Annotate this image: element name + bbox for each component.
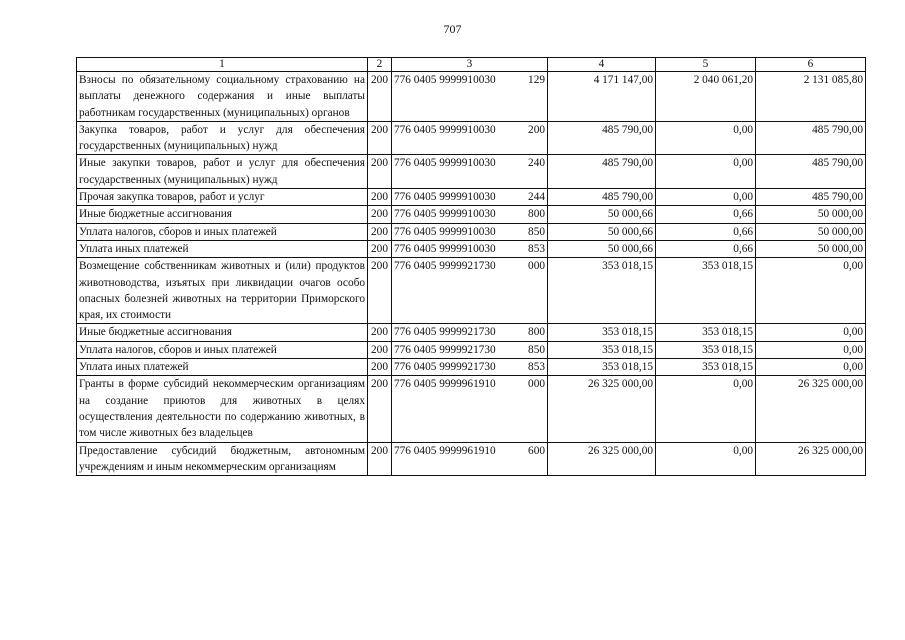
row-expense-type: 240 bbox=[528, 157, 545, 170]
row-value-4: 353 018,15 bbox=[548, 341, 656, 358]
row-value-5: 0,66 bbox=[656, 240, 756, 257]
row-value-5: 0,66 bbox=[656, 223, 756, 240]
row-description: Прочая закупка товаров, работ и услуг bbox=[77, 189, 368, 206]
row-expense-type: 850 bbox=[528, 225, 545, 238]
row-code: 776 0405 9999910030 bbox=[394, 208, 496, 221]
row-value-6: 26 325 000,00 bbox=[756, 442, 866, 476]
row-budget-code bbox=[392, 258, 548, 324]
row-value-6: 0,00 bbox=[756, 258, 866, 324]
header-cell-1: 1 bbox=[77, 58, 368, 72]
row-value-6: 0,00 bbox=[756, 341, 866, 358]
header-cell-2: 2 bbox=[368, 58, 392, 72]
row-value-6: 485 790,00 bbox=[756, 189, 866, 206]
row-description: Предоставление субсидий бюджетным, автономным учреждениям и иным некоммерческим организациям bbox=[77, 442, 368, 476]
row-code: 776 0405 9999921730 bbox=[394, 361, 496, 374]
table-row bbox=[77, 155, 866, 189]
row-value-4: 485 790,00 bbox=[548, 189, 656, 206]
header-cell-4: 4 bbox=[548, 58, 656, 72]
row-column-2: 200 bbox=[368, 223, 392, 240]
row-value-5: 353 018,15 bbox=[656, 359, 756, 376]
row-budget-code bbox=[392, 240, 548, 257]
row-value-6: 485 790,00 bbox=[756, 155, 866, 189]
row-code: 776 0405 9999921730 bbox=[394, 343, 496, 356]
row-column-2: 200 bbox=[368, 189, 392, 206]
table-row bbox=[77, 324, 866, 341]
row-value-6: 50 000,00 bbox=[756, 240, 866, 257]
row-value-4: 353 018,15 bbox=[548, 359, 656, 376]
row-value-6: 26 325 000,00 bbox=[756, 376, 866, 442]
row-budget-code bbox=[392, 376, 548, 442]
row-value-6: 0,00 bbox=[756, 324, 866, 341]
row-column-2: 200 bbox=[368, 72, 392, 122]
row-column-2: 200 bbox=[368, 442, 392, 476]
row-budget-code bbox=[392, 359, 548, 376]
row-code: 776 0405 9999910030 bbox=[394, 242, 496, 255]
row-expense-type: 800 bbox=[528, 208, 545, 221]
row-budget-code bbox=[392, 341, 548, 358]
row-value-5: 353 018,15 bbox=[656, 341, 756, 358]
table-row bbox=[77, 223, 866, 240]
row-value-5: 0,00 bbox=[656, 442, 756, 476]
row-column-2: 200 bbox=[368, 258, 392, 324]
row-value-4: 50 000,66 bbox=[548, 206, 656, 223]
table-row bbox=[77, 359, 866, 376]
row-description: Уплата иных платежей bbox=[77, 359, 368, 376]
row-code: 776 0405 9999921730 bbox=[394, 326, 496, 339]
row-description: Иные бюджетные ассигнования bbox=[77, 324, 368, 341]
header-cell-3: 3 bbox=[392, 58, 548, 72]
row-value-4: 353 018,15 bbox=[548, 324, 656, 341]
row-description: Возмещение собственникам животных и (или) продуктов животноводства, изъятых при ликвидации очагов особо опасных болезней животных на территории Приморского края, их стоимости bbox=[77, 258, 368, 324]
row-column-2: 200 bbox=[368, 240, 392, 257]
row-description: Уплата налогов, сборов и иных платежей bbox=[77, 341, 368, 358]
row-value-5: 0,00 bbox=[656, 189, 756, 206]
row-value-4: 4 171 147,00 bbox=[548, 72, 656, 122]
table-row bbox=[77, 72, 866, 122]
row-expense-type: 853 bbox=[528, 242, 545, 255]
row-value-4: 485 790,00 bbox=[548, 155, 656, 189]
row-value-5: 0,00 bbox=[656, 121, 756, 155]
row-value-6: 485 790,00 bbox=[756, 121, 866, 155]
row-value-6: 0,00 bbox=[756, 359, 866, 376]
table-row bbox=[77, 442, 866, 476]
row-budget-code bbox=[392, 155, 548, 189]
row-value-4: 353 018,15 bbox=[548, 258, 656, 324]
header-row bbox=[77, 58, 866, 72]
table-row bbox=[77, 121, 866, 155]
row-code: 776 0405 9999910030 bbox=[394, 123, 496, 136]
row-value-4: 50 000,66 bbox=[548, 223, 656, 240]
header-cell-6: 6 bbox=[756, 58, 866, 72]
row-description: Уплата налогов, сборов и иных платежей bbox=[77, 223, 368, 240]
row-value-6: 50 000,00 bbox=[756, 223, 866, 240]
row-budget-code bbox=[392, 121, 548, 155]
row-column-2: 200 bbox=[368, 155, 392, 189]
row-column-2: 200 bbox=[368, 121, 392, 155]
row-value-4: 26 325 000,00 bbox=[548, 442, 656, 476]
row-column-2: 200 bbox=[368, 341, 392, 358]
row-value-6: 2 131 085,80 bbox=[756, 72, 866, 122]
row-expense-type: 800 bbox=[528, 326, 545, 339]
row-value-5: 2 040 061,20 bbox=[656, 72, 756, 122]
row-expense-type: 200 bbox=[528, 123, 545, 136]
row-budget-code bbox=[392, 324, 548, 341]
row-value-5: 353 018,15 bbox=[656, 258, 756, 324]
table-row bbox=[77, 376, 866, 442]
row-expense-type: 853 bbox=[528, 361, 545, 374]
row-budget-code bbox=[392, 223, 548, 240]
row-value-6: 50 000,00 bbox=[756, 206, 866, 223]
row-expense-type: 244 bbox=[528, 191, 545, 204]
row-description: Иные закупки товаров, работ и услуг для обеспечения государственных (муниципальных) нужд bbox=[77, 155, 368, 189]
table-row bbox=[77, 189, 866, 206]
row-budget-code bbox=[392, 442, 548, 476]
table-row bbox=[77, 258, 866, 324]
row-column-2: 200 bbox=[368, 206, 392, 223]
row-description: Иные бюджетные ассигнования bbox=[77, 206, 368, 223]
budget-table bbox=[76, 57, 866, 476]
row-budget-code bbox=[392, 72, 548, 122]
row-column-2: 200 bbox=[368, 324, 392, 341]
row-value-5: 353 018,15 bbox=[656, 324, 756, 341]
row-column-2: 200 bbox=[368, 376, 392, 442]
row-code: 776 0405 9999921730 bbox=[394, 260, 496, 273]
row-expense-type: 600 bbox=[528, 444, 545, 457]
row-value-5: 0,00 bbox=[656, 155, 756, 189]
row-value-4: 50 000,66 bbox=[548, 240, 656, 257]
row-expense-type: 000 bbox=[528, 378, 545, 391]
row-expense-type: 129 bbox=[528, 74, 545, 86]
page-number: 707 bbox=[443, 22, 462, 36]
row-value-5: 0,66 bbox=[656, 206, 756, 223]
row-description: Закупка товаров, работ и услуг для обеспечения государственных (муниципальных) нужд bbox=[77, 121, 368, 155]
row-code: 776 0405 9999910030 bbox=[394, 191, 496, 204]
row-code: 776 0405 9999910030 bbox=[394, 225, 496, 238]
row-value-4: 485 790,00 bbox=[548, 121, 656, 155]
row-code: 776 0405 9999910030 bbox=[394, 157, 496, 170]
row-code: 776 0405 9999961910 bbox=[394, 444, 496, 457]
row-description: Гранты в форме субсидий некоммерческим организациям на создание приютов для животных в целях осуществления деятельности по содержанию животных, в том числе животных без владельцев bbox=[77, 376, 368, 442]
row-expense-type: 000 bbox=[528, 260, 545, 273]
table-row bbox=[77, 341, 866, 358]
row-budget-code bbox=[392, 189, 548, 206]
header-cell-5: 5 bbox=[656, 58, 756, 72]
row-budget-code bbox=[392, 206, 548, 223]
row-value-5: 0,00 bbox=[656, 376, 756, 442]
row-code: 776 0405 9999910030 bbox=[394, 74, 496, 86]
table-row bbox=[77, 240, 866, 257]
row-expense-type: 850 bbox=[528, 343, 545, 356]
row-description: Уплата иных платежей bbox=[77, 240, 368, 257]
table-row bbox=[77, 206, 866, 223]
row-column-2: 200 bbox=[368, 359, 392, 376]
row-value-4: 26 325 000,00 bbox=[548, 376, 656, 442]
row-code: 776 0405 9999961910 bbox=[394, 378, 496, 391]
row-description: Взносы по обязательному социальному страхованию на выплаты денежного содержания и иные выплаты работникам государственных (муниципальных) органов bbox=[77, 72, 368, 122]
